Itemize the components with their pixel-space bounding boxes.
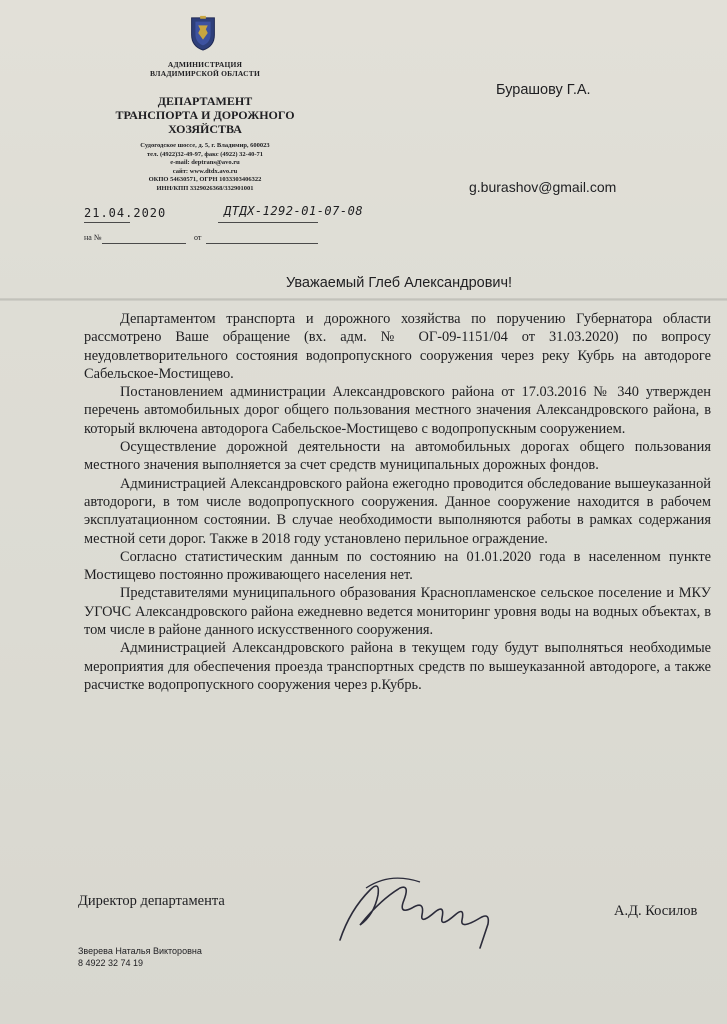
org-line: ВЛАДИМИРСКОЙ ОБЛАСТИ [150,69,260,78]
registration-line [84,204,364,220]
signer-position: Директор департамента [78,893,225,909]
dept-line: ТРАНСПОРТА И ДОРОЖНОГО [115,108,295,122]
executor-name: Зверева Наталья Викторовна [78,946,202,956]
signer-name: А.Д. Косилов [614,903,698,919]
body-paragraph: Администрацией Александровского района ежегодно проводится обследование вышеуказанной автодороги, в том числе водопропускного сооружения. Данное сооружение находится в рабочем эксплуатационном состоянии. В случае необходимости выполняются работы в рамках содержания местной сети дорог. Также в 2018 году установлено перильное ограждение. [84,475,711,547]
body-paragraph: Постановлением администрации Александровского района от 17.03.2016 № 340 утвержден перечень автомобильных дорог общего пользования местного значения Александровского района, в который включена автодорога Сабельское-Мостищево с водопропускным сооружением. [84,384,711,437]
ref-date-underline [206,243,318,244]
handwritten-signature-icon [330,870,530,950]
ref-underline [102,243,186,244]
ref-mid: от [194,233,202,242]
contact-line: ИНН/КПП 3329026368/332901001 [156,184,254,192]
registration-number: ДТДХ-1292-01-07-08 [224,204,364,218]
body-paragraph: Администрацией Александровского района в текущем году будут выполняться необходимые мероприятия для обеспечения проезда транспортных средств по вышеуказанной автодороге, а также расчистке водопропускного сооружения через р.Кубрь. [84,640,711,693]
date-underline [84,222,130,223]
recipient-email: g.burashov@gmail.com [469,179,617,195]
executor-phone: 8 4922 32 74 19 [78,958,144,968]
recipient-name: Бурашову Г.А. [496,82,591,98]
executor-info [78,945,202,969]
contact-line: Судогодское шоссе, д. 5, г. Владимир, 600023 [140,142,270,149]
body-paragraph: Осуществление дорожной деятельности на автомобильных дорогах общего пользования местного значения выполняется за счет средств муниципальных дорожных фондов. [84,439,711,474]
ref-prefix: на № [84,233,102,242]
body-paragraph: Согласно статистическим данным по состоянию на 01.01.2020 года в населенном пункте Мостищево постоянно проживающего населения нет. [84,548,711,584]
number-underline [218,222,318,223]
contact-details [95,142,315,194]
department-name [100,94,310,136]
dept-line: ДЕПАРТАМЕНТ [157,94,253,108]
reference-line [84,233,202,242]
contact-line: тел. (4922)32-49-97, факс (4922) 32-40-71 [146,150,263,158]
body-paragraph: Представителями муниципального образования Краснопламенское сельское поселение и МКУ УГОЧС Александровского района ежедневно ведется мониторинг уровня воды на водных объектах, в том числе в районе данного искусственного сооружения. [84,585,711,639]
letter-body [84,310,711,694]
registration-date: 21.04.2020 [84,206,167,220]
salutation: Уважаемый Глеб Александрович! [286,275,513,291]
contact-line: ОКПО 54630571, ОГРН 1033303406322 [148,176,262,184]
paper-fold [0,298,727,301]
contact-line: сайт: www.dtdx.avo.ru [172,167,238,175]
dept-line: ХОЗЯЙСТВА [168,122,242,136]
contact-line: e-mail: deptrans@avo.ru [170,159,240,167]
coat-of-arms-icon [184,14,222,52]
body-paragraph: Департаментом транспорта и дорожного хозяйства по поручению Губернатора области рассмотрено Ваше обращение (вх. адм. № ОГ-09-1151/04 от 31.03.2020) по вопросу неудовлетворительного состояния водопропускного сооружения через реку Кубрь на автодороге Сабельское-Мостищево. [84,311,711,382]
org-name [120,60,290,78]
org-line: АДМИНИСТРАЦИЯ [167,60,243,69]
